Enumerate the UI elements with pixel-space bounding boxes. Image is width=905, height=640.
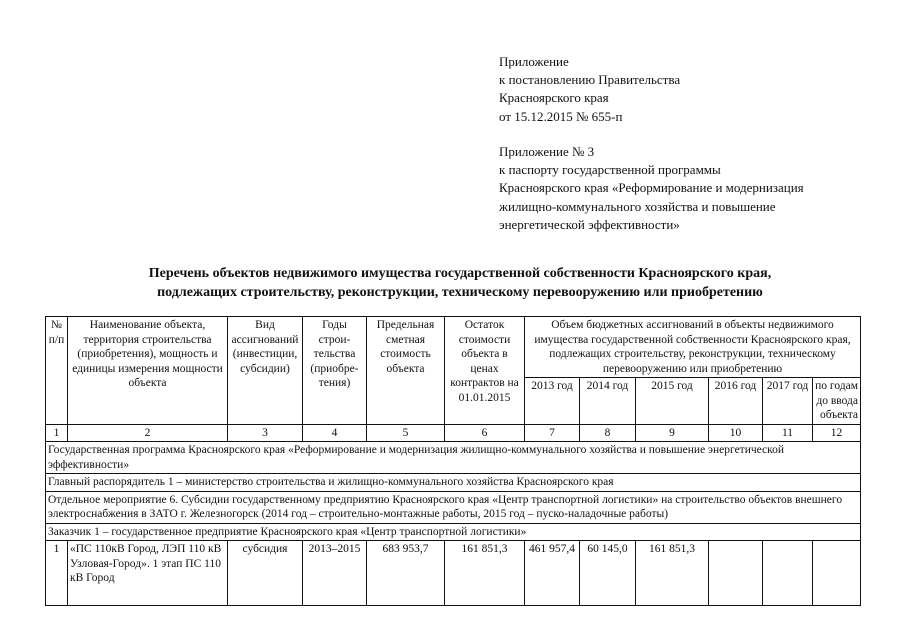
col-number: 3 bbox=[228, 424, 303, 442]
row-2013: 461 957,4 bbox=[525, 541, 580, 606]
row-2017 bbox=[763, 541, 813, 606]
col-number: 11 bbox=[763, 424, 813, 442]
row-by-year bbox=[813, 541, 861, 606]
separate-measure: Отдельное мероприятие 6. Субсидии государственному предприятию Красноярского края «Центр транспортной логистики» на строительство объектов внешнего электроснабжения в ЗАТО г. Железногорск (2014 год – строительно-монтажные работы, 2015 год – пуско-наладочные работы) bbox=[46, 491, 861, 523]
col-number: 10 bbox=[709, 424, 763, 442]
header-cost: Предельная сметная стоимость объекта bbox=[367, 317, 445, 425]
header-volume: Объем бюджетных ассигнований в объекты недвижимого имущества государственной собственности Красноярского края, подлежащих строительству, реконструкции, техническому перевооружению или приобретению bbox=[525, 317, 861, 378]
chief-manager: Главный распорядитель 1 – министерство строительства и жилищно-коммунального хозяйства Красноярского края bbox=[46, 474, 861, 492]
column-numbers-row bbox=[46, 424, 861, 442]
program-row bbox=[46, 442, 861, 474]
header-2016: 2016 год bbox=[709, 378, 763, 425]
row-2015: 161 851,3 bbox=[636, 541, 709, 606]
header-years: Годы строи-тельства (приобре-тения) bbox=[303, 317, 367, 425]
header-remainder: Остаток стоимости объекта в ценах контрактов на 01.01.2015 bbox=[445, 317, 525, 425]
header-2013: 2013 год bbox=[525, 378, 580, 425]
row-2016 bbox=[709, 541, 763, 606]
header-2015: 2015 год bbox=[636, 378, 709, 425]
title-line-1: Перечень объектов недвижимого имущества государственной собственности Красноярского края, bbox=[148, 266, 772, 281]
customer-row bbox=[46, 523, 861, 541]
objects-table bbox=[45, 316, 861, 606]
appendix-to-resolution bbox=[499, 53, 680, 126]
appendix-line: энергетической эффективности» bbox=[499, 216, 680, 232]
header-name: Наименование объекта, территория строительства (приобретения), мощность и единицы измерения мощности объекта bbox=[68, 317, 228, 425]
col-number: 8 bbox=[580, 424, 636, 442]
col-number: 12 bbox=[813, 424, 861, 442]
table-row bbox=[46, 541, 861, 606]
appendix-line: Приложение bbox=[499, 54, 569, 69]
appendix-to-passport bbox=[499, 143, 804, 234]
col-number: 2 bbox=[68, 424, 228, 442]
col-number: 6 bbox=[445, 424, 525, 442]
header-2017: 2017 год bbox=[763, 378, 813, 425]
measure-row bbox=[46, 491, 861, 523]
col-number: 1 bbox=[46, 424, 68, 442]
manager-row bbox=[46, 474, 861, 492]
header-2014: 2014 год bbox=[580, 378, 636, 425]
document-title bbox=[60, 264, 860, 302]
appendix-line: Приложение № 3 bbox=[499, 144, 595, 159]
row-2014: 60 145,0 bbox=[580, 541, 636, 606]
row-cost: 683 953,7 bbox=[367, 541, 445, 606]
row-years: 2013–2015 bbox=[303, 541, 367, 606]
row-num: 1 bbox=[46, 541, 68, 606]
title-line-2: подлежащих строительству, реконструкции, техническому перевооружению или приобретению bbox=[157, 285, 763, 300]
col-number: 4 bbox=[303, 424, 367, 442]
appendix-line: Красноярского края bbox=[499, 90, 609, 106]
program-name: Государственная программа Красноярского края «Реформирование и модернизация жилищно-коммунального хозяйства и повышение энергетической эффективности» bbox=[46, 442, 861, 474]
row-type: субсидия bbox=[228, 541, 303, 606]
appendix-line: от 15.12.2015 № 655-п bbox=[499, 108, 623, 124]
row-remainder: 161 851,3 bbox=[445, 541, 525, 606]
header-by-year: по годам до ввода объекта bbox=[813, 378, 861, 425]
col-number: 9 bbox=[636, 424, 709, 442]
appendix-line: к паспорту государственной программы bbox=[499, 162, 721, 178]
col-number: 5 bbox=[367, 424, 445, 442]
appendix-line: к постановлению Правительства bbox=[499, 72, 681, 88]
appendix-line: жилищно-коммунального хозяйства и повышение bbox=[499, 198, 776, 214]
header-row bbox=[46, 317, 861, 378]
header-num: № п/п bbox=[46, 317, 68, 425]
customer: Заказчик 1 – государственное предприятие Красноярского края «Центр транспортной логистики» bbox=[46, 523, 861, 541]
col-number: 7 bbox=[525, 424, 580, 442]
header-type: Вид ассигнований (инвестиции, субсидии) bbox=[228, 317, 303, 425]
row-object-name-text: «ПС 110кВ Город, ЛЭП 110 кВ Узловая-Город». 1 этап ПС 110 кВ Город bbox=[70, 543, 222, 584]
appendix-line: Красноярского края «Реформирование и модернизация bbox=[499, 180, 804, 196]
row-object-name bbox=[68, 541, 228, 606]
